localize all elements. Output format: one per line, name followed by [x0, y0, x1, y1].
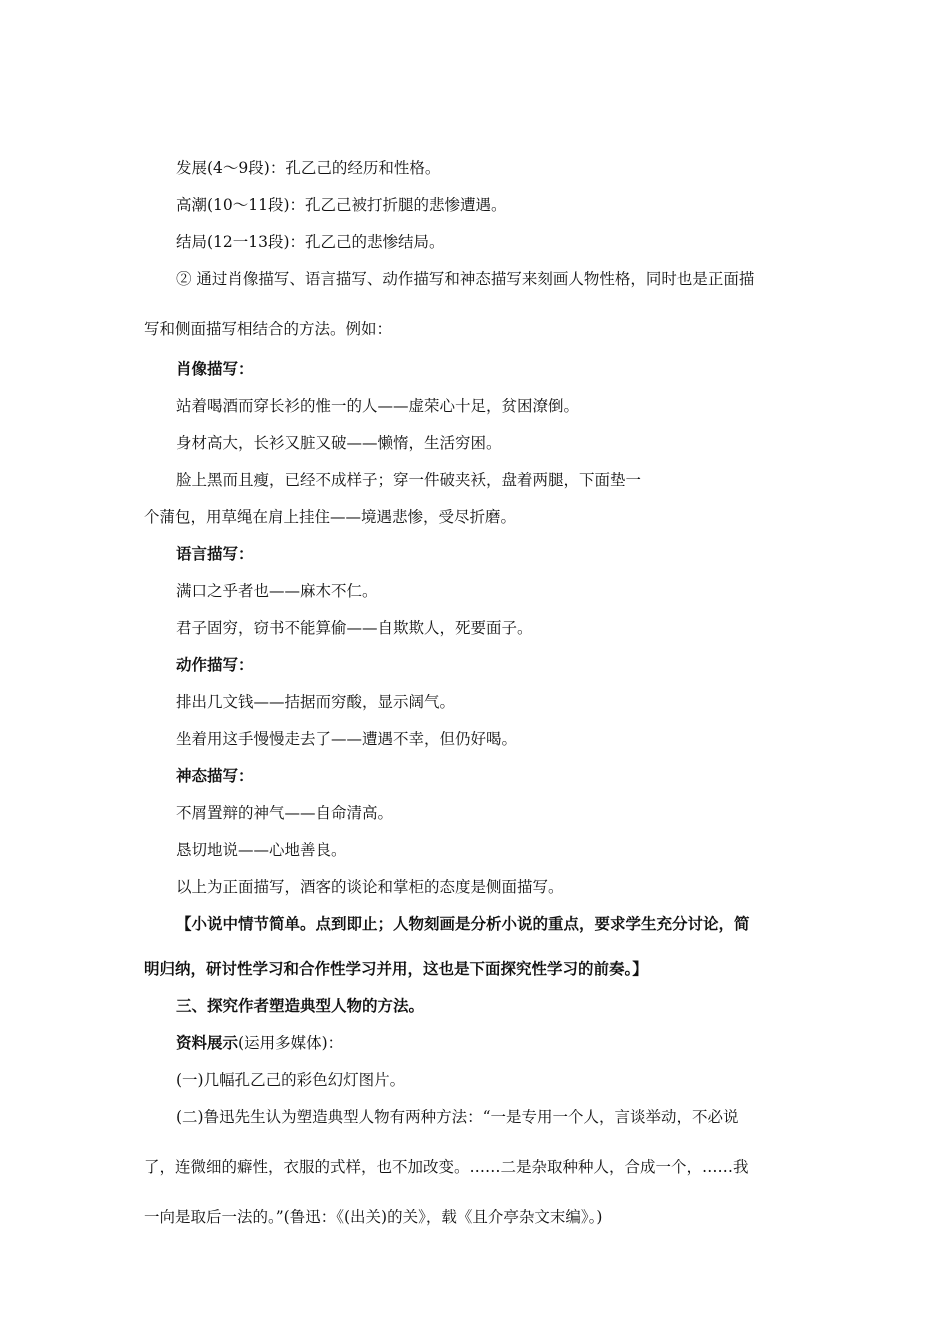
- text-line: 一向是取后一法的。”(鲁迅：《(出关)的关》，载《且介亭杂文末编》。): [144, 1208, 603, 1226]
- text-line: 君子固穷，窃书不能算偷——自欺欺人，死要面子。: [176, 619, 533, 637]
- text-line: [144, 1033, 804, 1053]
- text-line: 恳切地说——心地善良。: [176, 841, 347, 859]
- note-line: 明归纳，研讨性学习和合作性学习并用，这也是下面探究性学习的前奏。】: [144, 960, 648, 978]
- section-heading: 肖像描写：: [176, 360, 254, 378]
- text-line: 排出几文钱——拮据而穷酸，显示阔气。: [176, 693, 456, 711]
- text-line: 发展(4～9段)：孔乙己的经历和性格。: [176, 159, 441, 177]
- text-line: 脸上黑而且瘦，已经不成样子；穿一件破夹袄，盘着两腿，下面垫一: [176, 471, 642, 489]
- document-body: [144, 158, 804, 1227]
- text-line: 站着喝酒而穿长衫的惟一的人——虚荣心十足，贫困潦倒。: [176, 397, 580, 415]
- text-line: 身材高大，长衫又脏又破——懒惰，生活穷困。: [176, 434, 502, 452]
- text-line: 写和侧面描写相结合的方法。例如：: [144, 320, 393, 338]
- text-line: 了，连微细的癖性，衣服的式样，也不加改变。……二是杂取种种人，合成一个，……我: [144, 1158, 749, 1176]
- text-line: ② 通过肖像描写、语言描写、动作描写和神态描写来刻画人物性格，同时也是正面描: [176, 270, 755, 288]
- text-line: 结局(12一13段)：孔乙己的悲惨结局。: [176, 233, 445, 251]
- text-line: 满口之乎者也——麻木不仁。: [176, 582, 378, 600]
- text-line: 高潮(10～11段)：孔乙己被打折腿的悲惨遭遇。: [176, 196, 507, 214]
- section-heading: 语言描写：: [176, 545, 254, 563]
- resource-label: 资料展示: [176, 1034, 239, 1052]
- text-line: 坐着用这手慢慢走去了——遭遇不幸，但仍好喝。: [176, 730, 518, 748]
- text-line: 不屑置辩的神气——自命清高。: [176, 804, 394, 822]
- resource-note: (运用多媒体)：: [238, 1034, 344, 1052]
- text-line: 个蒲包，用草绳在肩上挂住——境遇悲惨，受尽折磨。: [144, 508, 517, 526]
- section-heading: 神态描写：: [176, 767, 254, 785]
- section-heading: 三、探究作者塑造典型人物的方法。: [176, 997, 425, 1015]
- section-heading: 动作描写：: [176, 656, 254, 674]
- text-line: 以上为正面描写，酒客的谈论和掌柜的态度是侧面描写。: [176, 878, 564, 896]
- note-line: 【小说中情节简单。点到即止；人物刻画是分析小说的重点，要求学生充分讨论，简: [176, 915, 750, 933]
- text-line: (一)几幅孔乙己的彩色幻灯图片。: [176, 1071, 406, 1089]
- text-line: (二)鲁迅先生认为塑造典型人物有两种方法：“一是专用一个人，言谈举动，不必说: [176, 1108, 739, 1126]
